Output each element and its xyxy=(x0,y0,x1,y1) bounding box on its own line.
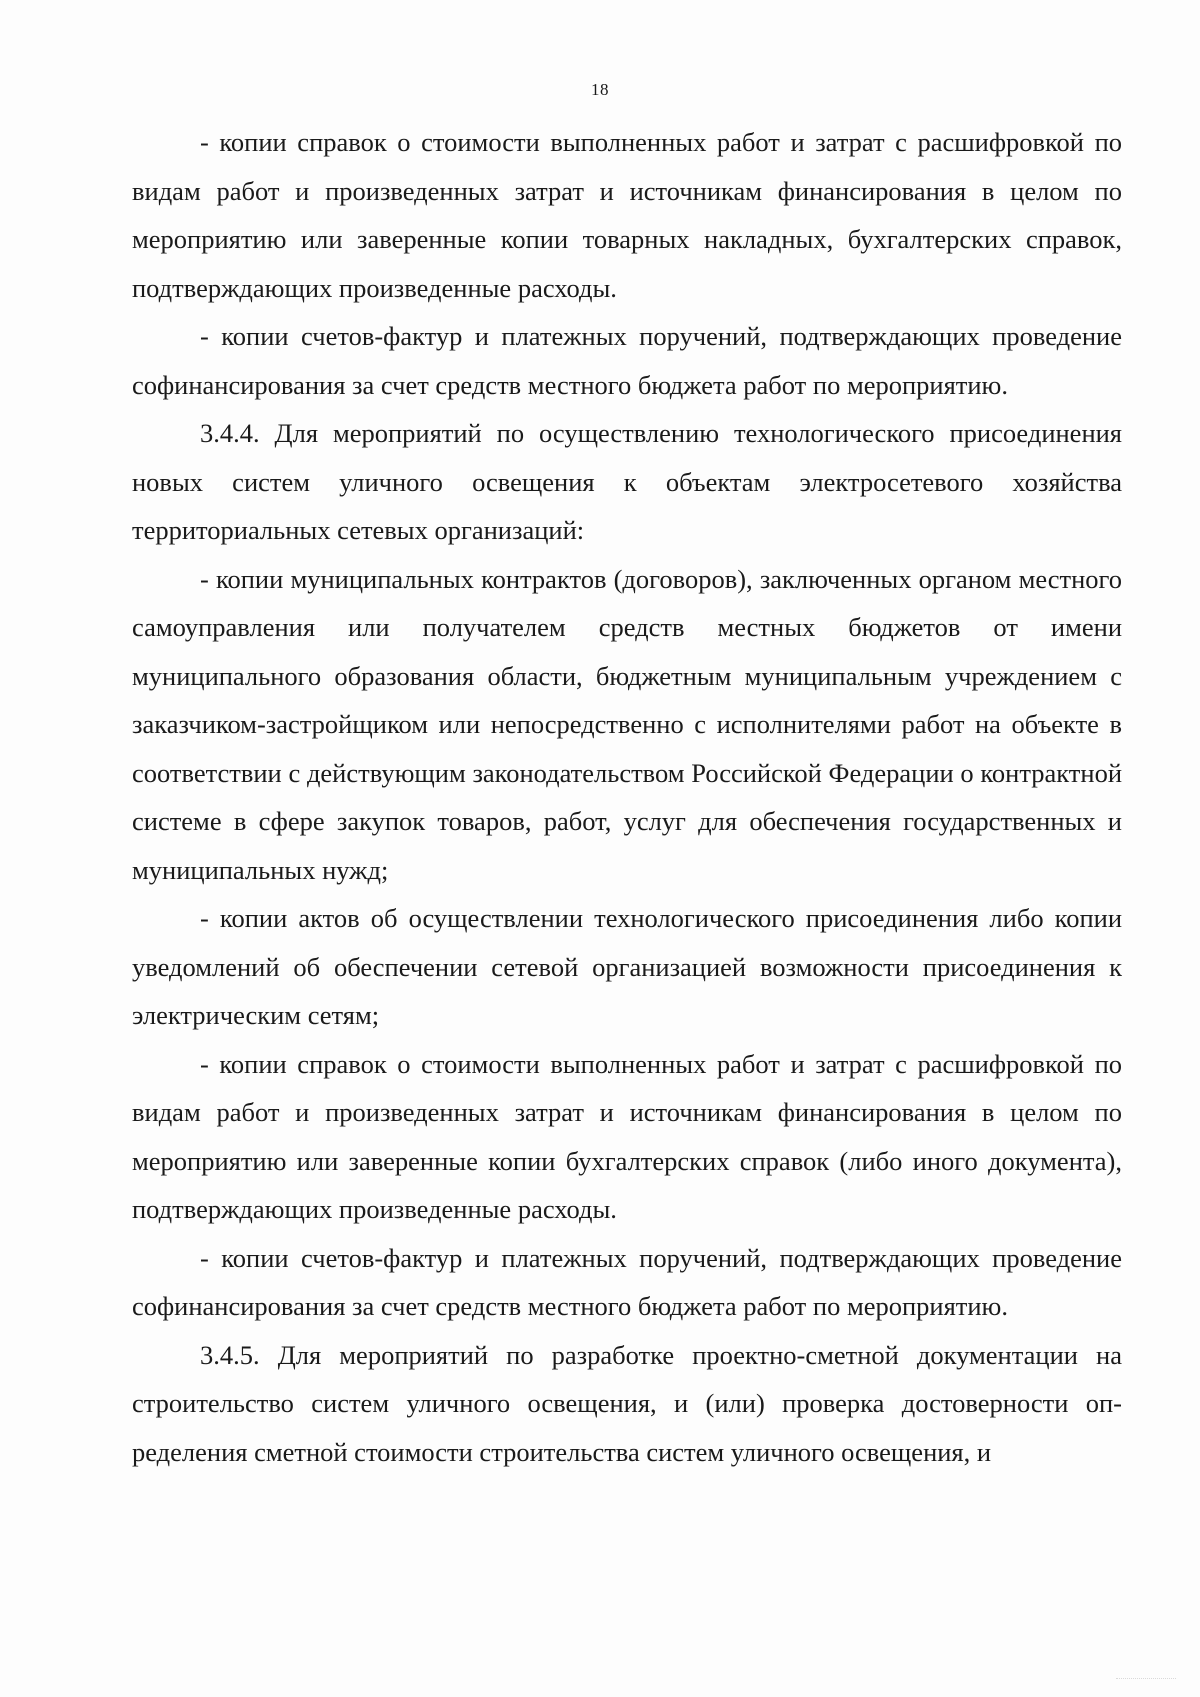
paragraph-municipal-contracts: - копии муниципальных контрактов (договоров), заключенных органом местного самоуправления или получателем средств местных бюджетов от имени муниципального образования области, бюджетным муниципальным учреждением с заказчиком-застройщиком или непосредственно с исполнителями работ на объекте в соответствии с действующим законодательством Российской Федерации о контрактной системе в сфере закупок товаров, работ, услуг для обеспечения государственных и муниципальных нужд; xyxy=(132,563,1122,885)
paragraph-section-3-4-4: 3.4.4. Для мероприятий по осуществлению технологического присоединения новых систем уличного освещения к объектам электросетевого хозяйства территориальных сетевых организаций: xyxy=(132,418,1122,545)
paragraph-connection-acts: - копии актов об осуществлении технологического присоединения либо копии уведомлений об обеспечении сетевой организацией возможности присоединения к электрическим сетям; xyxy=(132,903,1122,1030)
paragraph-invoices: - копии счетов-фактур и платежных поручений, подтверждающих проведение софинансирования за счет средств местного бюджета работ по мероприятию. xyxy=(132,321,1122,400)
scan-artifact xyxy=(1116,1678,1176,1689)
page-number: 18 xyxy=(591,80,609,99)
paragraph-section-3-4-5: 3.4.5. Для мероприятий по разработке проектно-сметной документации на строительство систем уличного освещения, и (или) проверка достоверности определения сметной стоимости строительства систем уличного освещения, и xyxy=(132,1339,1122,1467)
paragraph-cost-certificates: - копии справок о стоимости выполненных работ и затрат с расшифровкой по видам работ и произведенных затрат и источникам финансирования в целом по мероприятию или заверенные копии товарных накладных, бухгалтерских справок, подтверждающих произведенные расходы. xyxy=(132,127,1122,303)
paragraph-invoices-2: - копии счетов-фактур и платежных поручений, подтверждающих проведение софинансирования за счет средств местного бюджета работ по мероприятию. xyxy=(132,1242,1122,1321)
document-body xyxy=(132,118,1122,1476)
paragraph-cost-certificates-2: - копии справок о стоимости выполненных работ и затрат с расшифровкой по видам работ и произведенных затрат и источникам финансирования в целом по мероприятию или заверенные копии бухгалтерских справок (либо иного документа), подтверждающих произведенные расходы. xyxy=(132,1048,1122,1224)
